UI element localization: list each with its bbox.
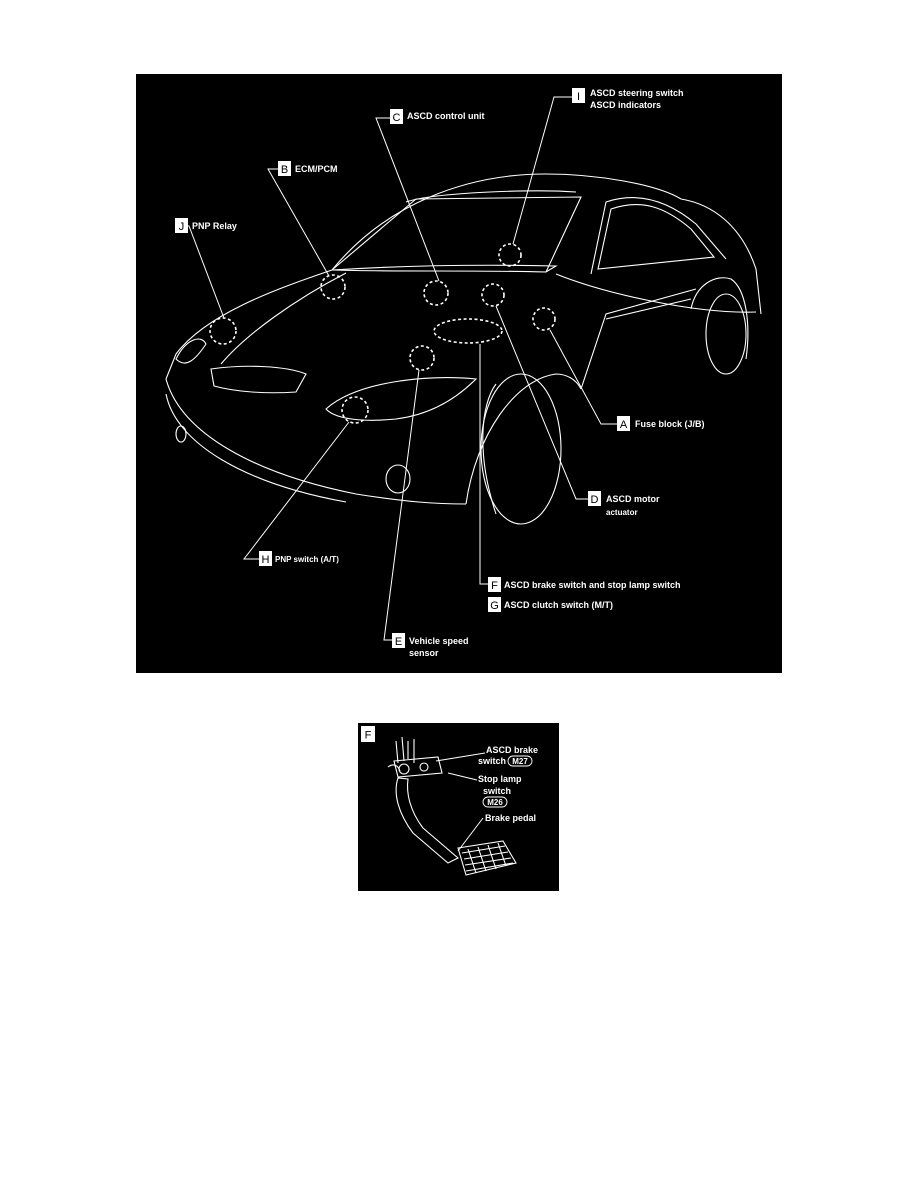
svg-text:switch: switch xyxy=(478,756,507,766)
marker-d xyxy=(482,284,504,306)
leader-lines xyxy=(175,97,617,640)
label-stop-lamp-switch xyxy=(478,774,522,807)
svg-text:F: F xyxy=(364,729,372,742)
svg-text:B: B xyxy=(280,164,289,176)
svg-text:E: E xyxy=(394,636,403,648)
svg-text:H: H xyxy=(261,554,270,566)
car-component-svg xyxy=(136,74,782,673)
marker-b xyxy=(321,275,345,299)
callout-c xyxy=(390,109,485,124)
svg-text:ASCD steering switch: ASCD steering switch xyxy=(590,88,684,98)
svg-text:I: I xyxy=(576,91,581,103)
svg-text:Vehicle speed: Vehicle speed xyxy=(409,636,469,646)
svg-text:G: G xyxy=(490,600,499,612)
svg-text:F: F xyxy=(491,580,498,592)
marker-j xyxy=(210,318,236,344)
callout-j xyxy=(175,218,237,233)
svg-text:ECM/PCM: ECM/PCM xyxy=(295,164,338,174)
svg-text:M27: M27 xyxy=(512,757,528,766)
svg-text:actuator: actuator xyxy=(606,508,638,517)
svg-text:ASCD clutch switch (M/T): ASCD clutch switch (M/T) xyxy=(504,600,614,610)
svg-text:ASCD indicators: ASCD indicators xyxy=(590,100,662,110)
callout-f xyxy=(488,577,681,592)
svg-text:A: A xyxy=(619,419,628,431)
marker-c xyxy=(424,281,448,305)
svg-text:Stop lamp: Stop lamp xyxy=(478,774,522,784)
brake-pedal-detail xyxy=(358,723,559,891)
callout-b xyxy=(278,161,338,176)
marker-f-g xyxy=(434,319,502,343)
svg-text:M26: M26 xyxy=(487,798,503,807)
svg-text:Brake pedal: Brake pedal xyxy=(485,813,537,823)
label-brake-pedal xyxy=(485,813,536,823)
svg-text:D: D xyxy=(590,494,599,506)
callout-i xyxy=(572,88,684,110)
label-ascd-brake-switch xyxy=(478,745,538,766)
marker-a xyxy=(533,308,555,330)
svg-text:C: C xyxy=(392,112,401,124)
svg-text:sensor: sensor xyxy=(409,648,439,658)
callout-a xyxy=(617,416,705,431)
svg-text:PNP Relay: PNP Relay xyxy=(192,221,237,231)
callout-h xyxy=(259,551,339,566)
svg-text:ASCD brake: ASCD brake xyxy=(486,745,539,755)
svg-text:Fuse block (J/B): Fuse block (J/B) xyxy=(635,419,705,429)
marker-e xyxy=(410,346,434,370)
callout-g xyxy=(488,597,613,612)
svg-text:ASCD motor: ASCD motor xyxy=(606,494,660,504)
svg-text:PNP switch (A/T): PNP switch (A/T) xyxy=(275,555,339,564)
detail-letter xyxy=(361,726,375,742)
marker-i xyxy=(499,244,521,266)
component-location-diagram xyxy=(136,74,782,673)
brake-pedal-svg xyxy=(358,723,559,891)
svg-text:ASCD control unit: ASCD control unit xyxy=(407,111,485,121)
svg-text:ASCD brake switch and stop lam: ASCD brake switch and stop lamp switch xyxy=(504,580,681,590)
callout-e xyxy=(392,633,469,658)
detail-leaders xyxy=(436,753,485,851)
svg-text:J: J xyxy=(178,221,185,233)
svg-text:switch: switch xyxy=(483,786,512,796)
car-outline xyxy=(166,174,761,524)
callout-d xyxy=(588,491,660,517)
